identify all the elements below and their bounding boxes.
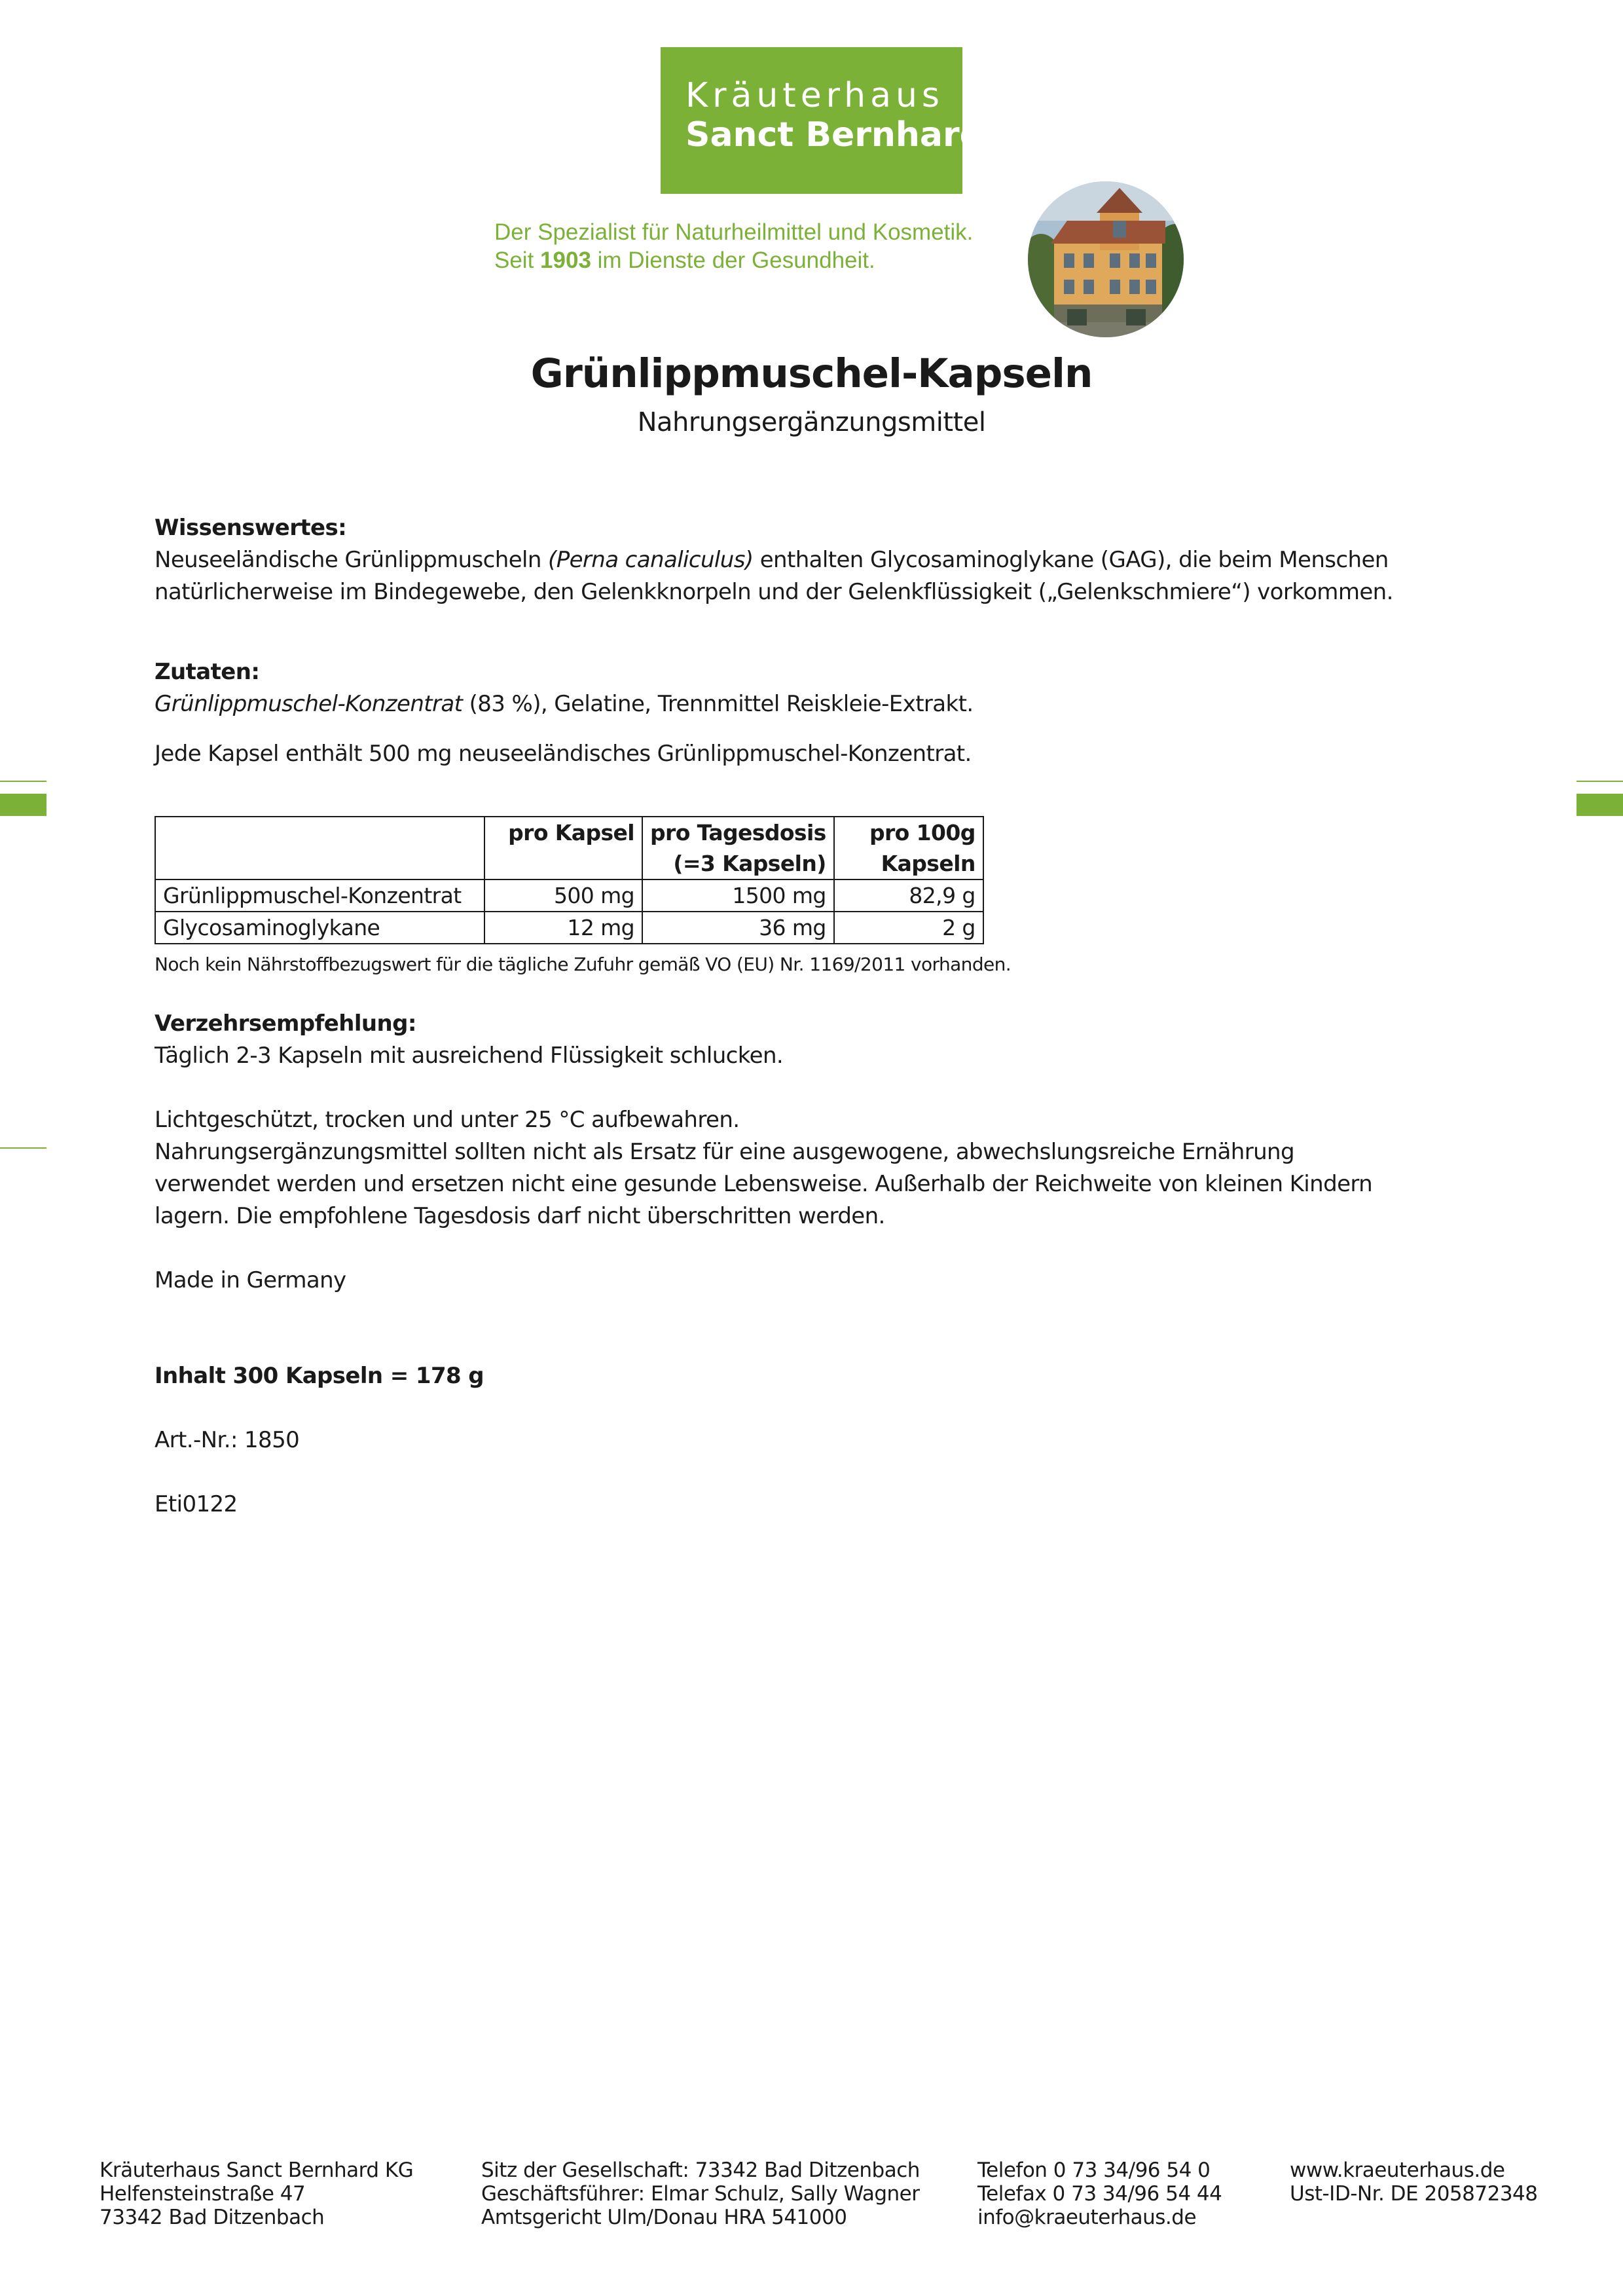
company-building-photo [1028, 181, 1184, 337]
footer-company: Kräuterhaus Sanct Bernhard KG Helfensteinstraße 47 73342 Bad Ditzenbach [100, 2158, 414, 2229]
warning-line3: lagern. Die empfohlene Tagesdosis darf nicht überschritten werden. [155, 1203, 885, 1229]
table-header-cell: pro Kapsel [484, 817, 642, 880]
table-cell: Glycosaminoglykane [155, 912, 484, 944]
left-fold-line [0, 781, 46, 782]
storage-note: Lichtgeschützt, trocken und unter 25 °C aufbewahren. [155, 1107, 740, 1133]
brand-tagline [494, 218, 973, 274]
wissenswertes-heading: Wissenswertes: [155, 515, 347, 541]
table-note: Noch kein Nährstoffbezugswert für die tägliche Zufuhr gemäß VO (EU) Nr. 1169/2011 vorhanden. [155, 954, 1012, 975]
table-header-cell: pro 100g Kapseln [834, 817, 983, 880]
footer-legal: Sitz der Gesellschaft: 73342 Bad Ditzenbach Geschäftsführer: Elmar Schulz, Sally Wagner Amtsgericht Ulm/Donau HRA 541000 [481, 2158, 920, 2229]
table-cell: 1500 mg [642, 880, 834, 912]
article-number: Art.-Nr.: 1850 [155, 1427, 300, 1453]
made-in: Made in Germany [155, 1267, 346, 1293]
table-cell: 82,9 g [834, 880, 983, 912]
main-ingredient: Grünlippmuschel-Konzentrat [155, 691, 463, 717]
brand-logo [661, 47, 984, 194]
warning-line1: Nahrungsergänzungsmittel sollten nicht als Ersatz für eine ausgewogene, abwechslungsreiche Ernährung [155, 1139, 1294, 1165]
warning-line2: verwendet werden und ersetzen nicht eine gesunde Lebensweise. Außerhalb der Reichweite von kleinen Kindern [155, 1171, 1373, 1197]
logo-line-sanct-bernhard: Sanct Bernhard [685, 115, 984, 155]
zutaten-line1: Grünlippmuschel-Konzentrat (83 %), Gelatine, Trennmittel Reiskleie-Extrakt. [155, 691, 974, 717]
label-code: Eti0122 [155, 1491, 238, 1517]
founding-year: 1903 [540, 248, 591, 273]
verzehr-line1: Täglich 2-3 Kapseln mit ausreichend Flüssigkeit schlucken. [155, 1043, 784, 1069]
product-title: Grünlippmuschel-Kapseln [530, 350, 1093, 397]
zutaten-line2: Jede Kapsel enthält 500 mg neuseeländisches Grünlippmuschel-Konzentrat. [155, 741, 972, 767]
table-row [155, 912, 983, 944]
right-fold-line [1577, 781, 1623, 782]
tagline-line2: Seit 1903 im Dienste der Gesundheit. [494, 248, 875, 273]
zutaten-heading: Zutaten: [155, 659, 260, 685]
logo-line-kraeuterhaus: Kräuterhaus [685, 76, 945, 115]
table-cell: 2 g [834, 912, 983, 944]
tagline-line1: Der Spezialist für Naturheilmittel und Kosmetik. [494, 219, 974, 245]
table-header-row [155, 817, 983, 880]
content-amount: Inhalt 300 Kapseln = 178 g [155, 1363, 484, 1389]
product-category: Nahrungsergänzungsmittel [637, 407, 986, 437]
footer-web: www.kraeuterhaus.de Ust-ID-Nr. DE 205872348 [1290, 2158, 1538, 2206]
table-header-cell: pro Tagesdosis (=3 Kapseln) [642, 817, 834, 880]
wissenswertes-line2: natürlicherweise im Bindegewebe, den Gelenkknorpeln und der Gelenkflüssigkeit („Gelenkschmiere“) vorkommen. [155, 579, 1393, 605]
left-punch-line [0, 1147, 46, 1149]
table-cell: 12 mg [484, 912, 642, 944]
table-header-cell [155, 817, 484, 880]
footer-contact: Telefon 0 73 34/96 54 0 Telefax 0 73 34/96 54 44 info@kraeuterhaus.de [977, 2158, 1222, 2229]
table-row [155, 880, 983, 912]
species-name: (Perna canaliculus) [548, 547, 754, 573]
table-cell: Grünlippmuschel-Konzentrat [155, 880, 484, 912]
nutrition-table [155, 816, 984, 944]
verzehr-heading: Verzehrsempfehlung: [155, 1010, 416, 1037]
table-cell: 36 mg [642, 912, 834, 944]
table-cell: 500 mg [484, 880, 642, 912]
right-edge-mark [1577, 794, 1623, 816]
left-edge-mark [0, 794, 46, 816]
wissenswertes-line1: Neuseeländische Grünlippmuscheln (Perna canaliculus) enthalten Glycosaminoglykane (GAG), die beim Menschen [155, 547, 1389, 573]
